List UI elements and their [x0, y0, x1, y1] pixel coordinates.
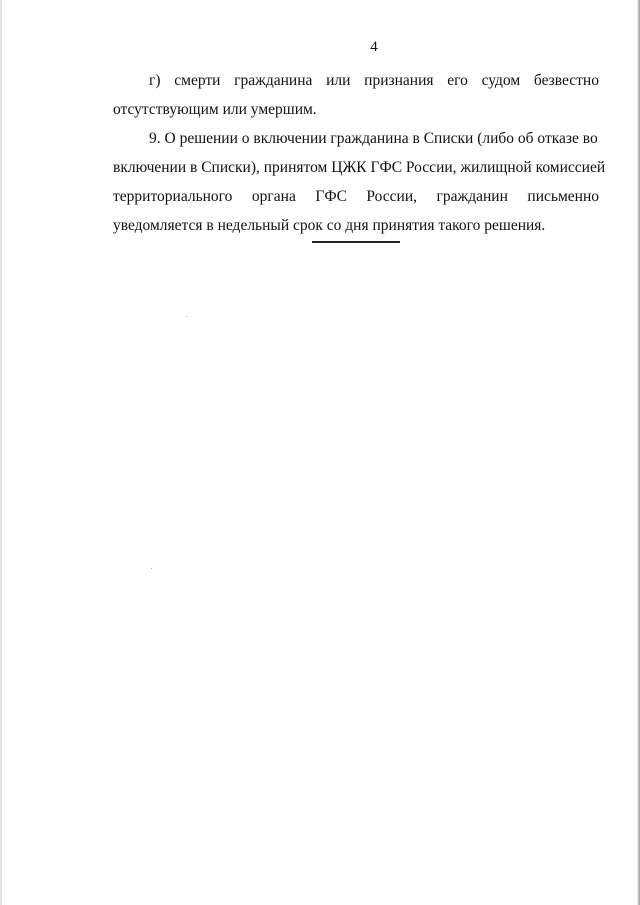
- word: или: [326, 72, 351, 89]
- scan-edge-left: [0, 0, 2, 905]
- scan-speck: [151, 568, 152, 569]
- word: ГФС: [315, 188, 347, 205]
- word: признания: [364, 72, 434, 89]
- paragraph-item-g: [113, 66, 599, 124]
- text-line: уведомляется в недельный срок со дня принятия такого решения.: [113, 217, 546, 234]
- scan-speck: [186, 316, 187, 317]
- word: г): [149, 72, 161, 89]
- word: территориального: [113, 188, 233, 205]
- text-line: отсутствующим или умершим.: [113, 101, 317, 118]
- word: письменно: [527, 188, 599, 205]
- word: смерти: [174, 72, 221, 89]
- word: гражданина: [234, 72, 313, 89]
- word: России,: [366, 188, 418, 205]
- word: гражданин: [436, 188, 508, 205]
- text-line: включении в Списки), принятом ЦЖК ГФС России, жилищной комиссией: [113, 159, 606, 176]
- paragraph-item-9: [113, 124, 606, 240]
- word: его: [447, 72, 468, 89]
- word: судом: [481, 72, 521, 89]
- end-divider-line: [312, 241, 400, 243]
- text-line: [113, 182, 599, 211]
- text-line: 9. О решении о включении гражданина в Списки (либо об отказе во: [149, 130, 598, 147]
- document-body: [113, 66, 606, 240]
- word: безвестно: [533, 72, 599, 89]
- text-line: [113, 66, 599, 95]
- word: органа: [251, 188, 296, 205]
- page-number: 4: [370, 39, 378, 55]
